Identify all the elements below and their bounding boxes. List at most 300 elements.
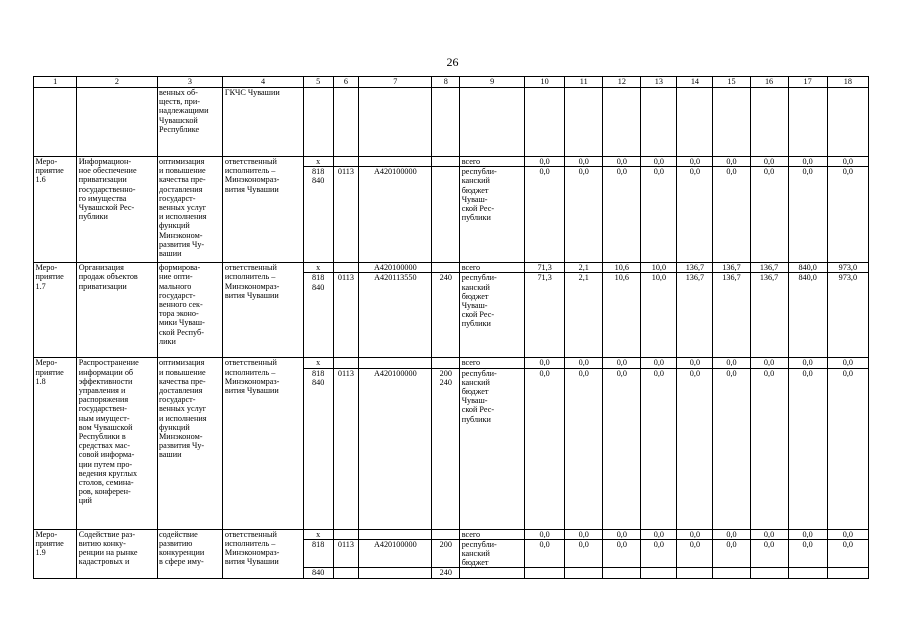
value-cell: [677, 358, 713, 368]
source-cell: [460, 263, 525, 273]
expense-type-cell: [432, 368, 460, 529]
value-cell: [827, 263, 868, 273]
goal-cell: [157, 358, 223, 529]
value-cell: [641, 167, 677, 263]
value-cell: [641, 539, 677, 568]
cell-empty: [34, 88, 77, 157]
value-cell: [713, 167, 750, 263]
grbs-cell: [303, 273, 333, 358]
value-cell-text: 0,0: [689, 167, 701, 177]
header-cell: [460, 77, 525, 88]
value-cell: [603, 358, 641, 368]
section-cell: [333, 568, 359, 578]
target-article-cell: [359, 568, 432, 578]
section-cell: [333, 368, 359, 529]
header-cell-text: 8: [443, 77, 448, 86]
section-cell: [333, 157, 359, 167]
value-cell: [525, 539, 565, 568]
value-cell: [788, 263, 827, 273]
value-cell: [677, 167, 713, 263]
executor-cell-text: ответственный исполнитель – Минэкономраз- вития Чувашии: [224, 529, 280, 567]
measure-cell: [34, 358, 77, 529]
value-cell-text: 0,0: [616, 539, 627, 549]
header-cell-text: 6: [343, 77, 348, 86]
measure-cell-text: Меро- приятие 1.7: [35, 263, 64, 291]
target-article-cell: [359, 273, 432, 358]
value-cell: [565, 273, 603, 358]
target-article-cell-text: А420100000: [373, 167, 417, 177]
measure-cell: [34, 529, 77, 578]
value-cell: [641, 263, 677, 273]
target-article-cell-text: А420100000: [373, 368, 417, 378]
header-cell: [432, 77, 460, 88]
value-cell-text: 0,0: [726, 358, 737, 368]
value-cell-text: 0,0: [616, 529, 627, 539]
value-cell-text: 0,0: [539, 368, 550, 378]
value-cell-text: 0,0: [726, 539, 737, 549]
value-cell-text: 136,7: [685, 273, 705, 283]
grbs-cell-text: 818 840: [312, 273, 325, 292]
grbs-cell-text: x: [316, 529, 321, 539]
value-cell: [713, 273, 750, 358]
value-cell: [565, 539, 603, 568]
name-cell: [77, 157, 157, 263]
header-cell-text: 12: [617, 77, 626, 86]
measure-cell-text: Меро- приятие 1.6: [35, 157, 64, 185]
value-cell: [677, 529, 713, 539]
header-cell: [827, 77, 868, 88]
value-cell-text: 0,0: [802, 539, 813, 549]
source-cell-text: всего: [461, 358, 481, 368]
name-cell: [77, 358, 157, 529]
value-cell: [788, 273, 827, 358]
value-cell: [713, 368, 750, 529]
value-cell-text: 10,0: [651, 273, 667, 283]
value-cell: [713, 568, 750, 578]
value-cell-text: 0,0: [802, 368, 813, 378]
name-cell-text: Распространение информации об эффективности управления и распоряжения государствен- ным имущест- вом Чувашской Республики в средствах мас- совой информа- ции путем про- ведения круглых столов, семина- ров, конферен- ций: [78, 358, 139, 506]
value-cell: [565, 358, 603, 368]
event-row: [34, 358, 869, 368]
header-cell: [565, 77, 603, 88]
value-cell-text: 0,0: [578, 157, 589, 166]
header-cell-text: 3: [187, 77, 193, 86]
grbs-cell: [303, 539, 333, 568]
section-cell-text: 0113: [337, 167, 354, 177]
value-cell: [827, 273, 868, 358]
value-cell: [641, 568, 677, 578]
value-cell-text: 0,0: [578, 368, 589, 378]
budget-table: [33, 76, 869, 579]
value-cell-text: 0,0: [653, 539, 664, 549]
value-cell-text: 0,0: [763, 358, 775, 368]
value-cell: [677, 157, 713, 167]
value-cell: [525, 529, 565, 539]
event-row: [34, 157, 869, 167]
target-article-cell: [359, 368, 432, 529]
header-cell-text: 13: [654, 77, 663, 86]
expense-type-cell-text: 240: [439, 273, 452, 283]
executor-cell: [223, 358, 303, 529]
grbs-cell: [303, 358, 333, 368]
value-cell-text: 0,0: [802, 157, 813, 166]
value-cell-text: 0,0: [539, 539, 550, 549]
name-cell-text: Информацион- ное обеспечение приватизации государственно- го имущества Чувашской Рес- публики: [78, 157, 137, 222]
value-cell: [713, 358, 750, 368]
header-cell: [34, 77, 77, 88]
expense-type-cell-text: 200 240: [439, 368, 452, 387]
value-cell: [603, 167, 641, 263]
event-row: [34, 263, 869, 273]
target-article-cell-text: А420100000: [373, 263, 417, 273]
target-article-cell: [359, 157, 432, 167]
grbs-cell: [303, 157, 333, 167]
cell-empty: [333, 88, 359, 157]
value-cell: [788, 529, 827, 539]
header-cell: [77, 77, 157, 88]
header-cell: [641, 77, 677, 88]
target-article-cell: [359, 529, 432, 539]
value-cell: [788, 368, 827, 529]
executor-cell-text: ответственный исполнитель – Минэкономраз- вития Чувашии: [224, 263, 280, 300]
value-cell-text: 71,3: [537, 263, 552, 273]
cell-empty: [677, 88, 713, 157]
header-cell-text: 18: [843, 77, 852, 86]
value-cell: [641, 358, 677, 368]
value-cell: [713, 529, 750, 539]
value-cell-text: 0,0: [763, 157, 775, 166]
value-cell: [713, 263, 750, 273]
value-cell-text: 0,0: [802, 167, 813, 177]
value-cell: [827, 568, 868, 578]
value-cell-text: 0,0: [763, 167, 775, 177]
value-cell-text: 136,7: [759, 273, 779, 283]
measure-cell-text: Меро- приятие 1.8: [35, 358, 64, 386]
expense-type-cell: [432, 263, 460, 273]
measure-cell: [34, 157, 77, 263]
header-cell: [788, 77, 827, 88]
value-cell: [788, 358, 827, 368]
value-cell-text: 973,0: [838, 273, 858, 283]
value-cell-text: 10,0: [651, 263, 667, 273]
value-cell: [603, 368, 641, 529]
goal-cell: [157, 157, 223, 263]
value-cell-text: 0,0: [616, 368, 627, 378]
grbs-cell: [303, 529, 333, 539]
goal-cell: [157, 263, 223, 358]
executor-cell-text: ответственный исполнитель – Минэкономраз- вития Чувашии: [224, 358, 280, 396]
source-cell: [460, 157, 525, 167]
value-cell-text: 840,0: [798, 263, 817, 273]
cell-empty: [641, 88, 677, 157]
grbs-cell-text: x: [316, 358, 321, 368]
source-cell: [460, 529, 525, 539]
value-cell: [641, 157, 677, 167]
value-cell: [827, 368, 868, 529]
executor-cell-text: ответственный исполнитель – Минэкономраз- вития Чувашии: [224, 157, 280, 194]
value-cell-text: 0,0: [539, 167, 550, 177]
value-cell-text: 840,0: [798, 273, 817, 283]
value-cell-text: 0,0: [578, 529, 589, 539]
target-article-cell-text: А420113550: [374, 273, 417, 283]
value-cell: [525, 368, 565, 529]
value-cell-text: 0,0: [653, 368, 664, 378]
goal-cell-text: оптимизация и повышение качества пре- доставления государст- венных услуг и исполнения функций Минэконом- развития Чу- вашии: [159, 157, 207, 259]
section-cell: [333, 273, 359, 358]
value-cell: [788, 167, 827, 263]
measure-cell-text: Меро- приятие 1.9: [35, 529, 64, 558]
cell-empty: [303, 88, 333, 157]
value-cell-text: 0,0: [689, 157, 701, 166]
goal-cell-text: формирова- ние опти- мального государст- венного сек- тора эконо- мики Чуваш- ской Респуб- лики: [159, 263, 205, 346]
value-cell: [565, 368, 603, 529]
value-cell-text: 0,0: [653, 167, 664, 177]
header-cell-text: 15: [727, 77, 736, 86]
expense-type-cell: [432, 529, 460, 539]
executor-cell: [223, 529, 303, 578]
goal-cell-text: содействие развитию конкуренции в сфере иму-: [159, 529, 205, 567]
header-cell-text: 14: [690, 77, 700, 86]
value-cell-text: 0,0: [842, 368, 853, 378]
value-cell-text: 0,0: [653, 358, 664, 368]
event-row: [34, 529, 869, 539]
value-cell-text: 0,0: [578, 539, 589, 549]
section-cell: [333, 529, 359, 539]
header-row: [34, 77, 869, 88]
cell-empty: [525, 88, 565, 157]
value-cell: [525, 358, 565, 368]
value-cell: [565, 263, 603, 273]
value-cell: [713, 157, 750, 167]
value-cell-text: 0,0: [539, 157, 550, 166]
value-cell: [565, 529, 603, 539]
section-cell: [333, 539, 359, 568]
expense-type-cell: [432, 568, 460, 578]
section-cell-text: 0113: [337, 539, 354, 549]
header-cell: [359, 77, 432, 88]
value-cell: [525, 568, 565, 578]
value-cell: [788, 157, 827, 167]
section-cell: [333, 358, 359, 368]
cell-empty: [827, 88, 868, 157]
source-cell-text: всего: [461, 157, 481, 166]
value-cell: [525, 167, 565, 263]
target-article-cell: [359, 167, 432, 263]
value-cell: [750, 529, 788, 539]
value-cell: [713, 539, 750, 568]
value-cell: [565, 157, 603, 167]
value-cell: [677, 263, 713, 273]
cell-empty: [713, 88, 750, 157]
value-cell: [750, 368, 788, 529]
value-cell-text: 136,7: [759, 263, 779, 273]
source-cell: [460, 167, 525, 263]
source-cell: [460, 539, 525, 568]
cell-empty: [788, 88, 827, 157]
value-cell-text: 0,0: [653, 157, 664, 166]
value-cell-text: 0,0: [539, 529, 550, 539]
value-cell-text: 10,6: [614, 263, 629, 273]
header-cell: [750, 77, 788, 88]
target-article-cell: [359, 263, 432, 273]
section-cell: [333, 167, 359, 263]
value-cell-text: 136,7: [685, 263, 705, 273]
source-cell-text: республи- канский бюджет Чуваш- ской Рес- публики: [461, 167, 497, 223]
source-cell: [460, 358, 525, 368]
measure-cell: [34, 263, 77, 358]
header-cell: [303, 77, 333, 88]
expense-type-cell-text: 240: [439, 568, 452, 578]
value-cell-text: 0,0: [578, 167, 589, 177]
source-cell-text: республи- канский бюджет Чуваш- ской Рес- публики: [461, 273, 497, 329]
header-cell-text: 11: [579, 77, 588, 86]
value-cell-text: 0,0: [616, 358, 627, 368]
value-cell-text: 0,0: [689, 529, 701, 539]
value-cell: [565, 167, 603, 263]
header-cell: [603, 77, 641, 88]
section-cell-text: 0113: [337, 368, 354, 378]
grbs-cell: [303, 263, 333, 273]
expense-type-cell: [432, 358, 460, 368]
value-cell-text: 0,0: [842, 539, 853, 549]
source-cell: [460, 368, 525, 529]
value-cell-text: 0,0: [842, 358, 853, 368]
header-cell-text: 2: [114, 77, 119, 86]
value-cell-text: 136,7: [722, 273, 741, 283]
value-cell: [525, 263, 565, 273]
header-cell: [677, 77, 713, 88]
source-cell-text: республи- канский бюджет: [461, 539, 497, 568]
header-cell-text: 4: [261, 77, 266, 86]
value-cell: [827, 157, 868, 167]
value-cell: [603, 263, 641, 273]
header-cell-text: 7: [393, 77, 398, 86]
section-cell: [333, 263, 359, 273]
value-cell-text: 136,7: [722, 263, 741, 273]
grbs-cell-text: 818: [312, 539, 325, 549]
cell-empty: [432, 88, 460, 157]
value-cell: [525, 157, 565, 167]
name-cell-text: Организация продаж объектов приватизации: [78, 263, 138, 291]
continuation-row: [34, 88, 869, 157]
grbs-cell: [303, 167, 333, 263]
goal-cell-text: венных об- ществ, при- надлежащими Чувашской Республике: [159, 88, 209, 134]
grbs-cell-text: x: [316, 263, 321, 273]
value-cell-text: 0,0: [689, 539, 701, 549]
cell-empty: [359, 88, 432, 157]
source-cell: [460, 273, 525, 358]
header-cell-text: 17: [803, 77, 812, 86]
value-cell: [750, 273, 788, 358]
source-cell: [460, 568, 525, 578]
grbs-cell-text: 818 840: [312, 368, 325, 387]
value-cell: [788, 539, 827, 568]
source-cell-text: всего: [461, 529, 481, 539]
source-cell-text: республи- канский бюджет Чуваш- ской Рес- публики: [461, 368, 497, 424]
expense-type-cell-text: 200: [439, 539, 452, 549]
value-cell: [603, 157, 641, 167]
value-cell: [603, 539, 641, 568]
value-cell-text: 0,0: [802, 529, 813, 539]
value-cell-text: 0,0: [842, 529, 853, 539]
value-cell: [827, 539, 868, 568]
goal-cell: [157, 88, 223, 157]
grbs-cell: [303, 568, 333, 578]
value-cell: [603, 568, 641, 578]
value-cell: [641, 529, 677, 539]
value-cell-text: 0,0: [726, 157, 737, 166]
value-cell: [750, 157, 788, 167]
header-cell: [713, 77, 750, 88]
name-cell: [77, 263, 157, 358]
value-cell-text: 0,0: [763, 368, 775, 378]
value-cell-text: 10,6: [614, 273, 629, 283]
header-cell-text: 5: [316, 77, 321, 86]
value-cell: [641, 273, 677, 358]
value-cell: [827, 167, 868, 263]
value-cell-text: 0,0: [689, 368, 701, 378]
executor-cell: [223, 88, 303, 157]
value-cell: [525, 273, 565, 358]
value-cell-text: 2,1: [578, 263, 589, 273]
grbs-cell-text: 818 840: [312, 167, 325, 186]
expense-type-cell: [432, 539, 460, 568]
goal-cell: [157, 529, 223, 578]
value-cell: [827, 529, 868, 539]
expense-type-cell: [432, 167, 460, 263]
grbs-cell: [303, 368, 333, 529]
value-cell-text: 0,0: [616, 167, 627, 177]
cell-empty: [77, 88, 157, 157]
value-cell-text: 0,0: [763, 539, 775, 549]
value-cell: [603, 529, 641, 539]
header-cell: [333, 77, 359, 88]
value-cell: [677, 568, 713, 578]
header-cell: [157, 77, 223, 88]
cell-empty: [565, 88, 603, 157]
name-cell-text: Содействие раз- витию конку- ренции на рынке кадастровых и: [78, 529, 138, 567]
value-cell: [641, 368, 677, 529]
value-cell-text: 973,0: [838, 263, 858, 273]
source-cell-text: всего: [461, 263, 481, 273]
value-cell-text: 0,0: [539, 358, 550, 368]
value-cell-text: 0,0: [653, 529, 664, 539]
value-cell: [827, 358, 868, 368]
header-cell-text: 1: [53, 77, 58, 86]
value-cell: [750, 167, 788, 263]
value-cell: [750, 263, 788, 273]
value-cell: [565, 568, 603, 578]
value-cell-text: 71,3: [537, 273, 552, 283]
value-cell-text: 0,0: [842, 157, 853, 166]
executor-cell: [223, 157, 303, 263]
grbs-cell-text: 840: [312, 568, 325, 578]
value-cell: [750, 539, 788, 568]
header-cell-text: 16: [764, 77, 774, 86]
grbs-cell-text: x: [316, 157, 321, 166]
header-cell-text: 10: [540, 77, 549, 86]
value-cell-text: 0,0: [726, 167, 737, 177]
value-cell-text: 2,1: [578, 273, 589, 283]
header-cell: [525, 77, 565, 88]
value-cell: [788, 568, 827, 578]
target-article-cell: [359, 358, 432, 368]
target-article-cell-text: А420100000: [373, 539, 417, 549]
value-cell-text: 0,0: [726, 529, 737, 539]
name-cell: [77, 529, 157, 578]
value-cell-text: 0,0: [689, 358, 701, 368]
header-cell-text: 9: [490, 77, 495, 86]
